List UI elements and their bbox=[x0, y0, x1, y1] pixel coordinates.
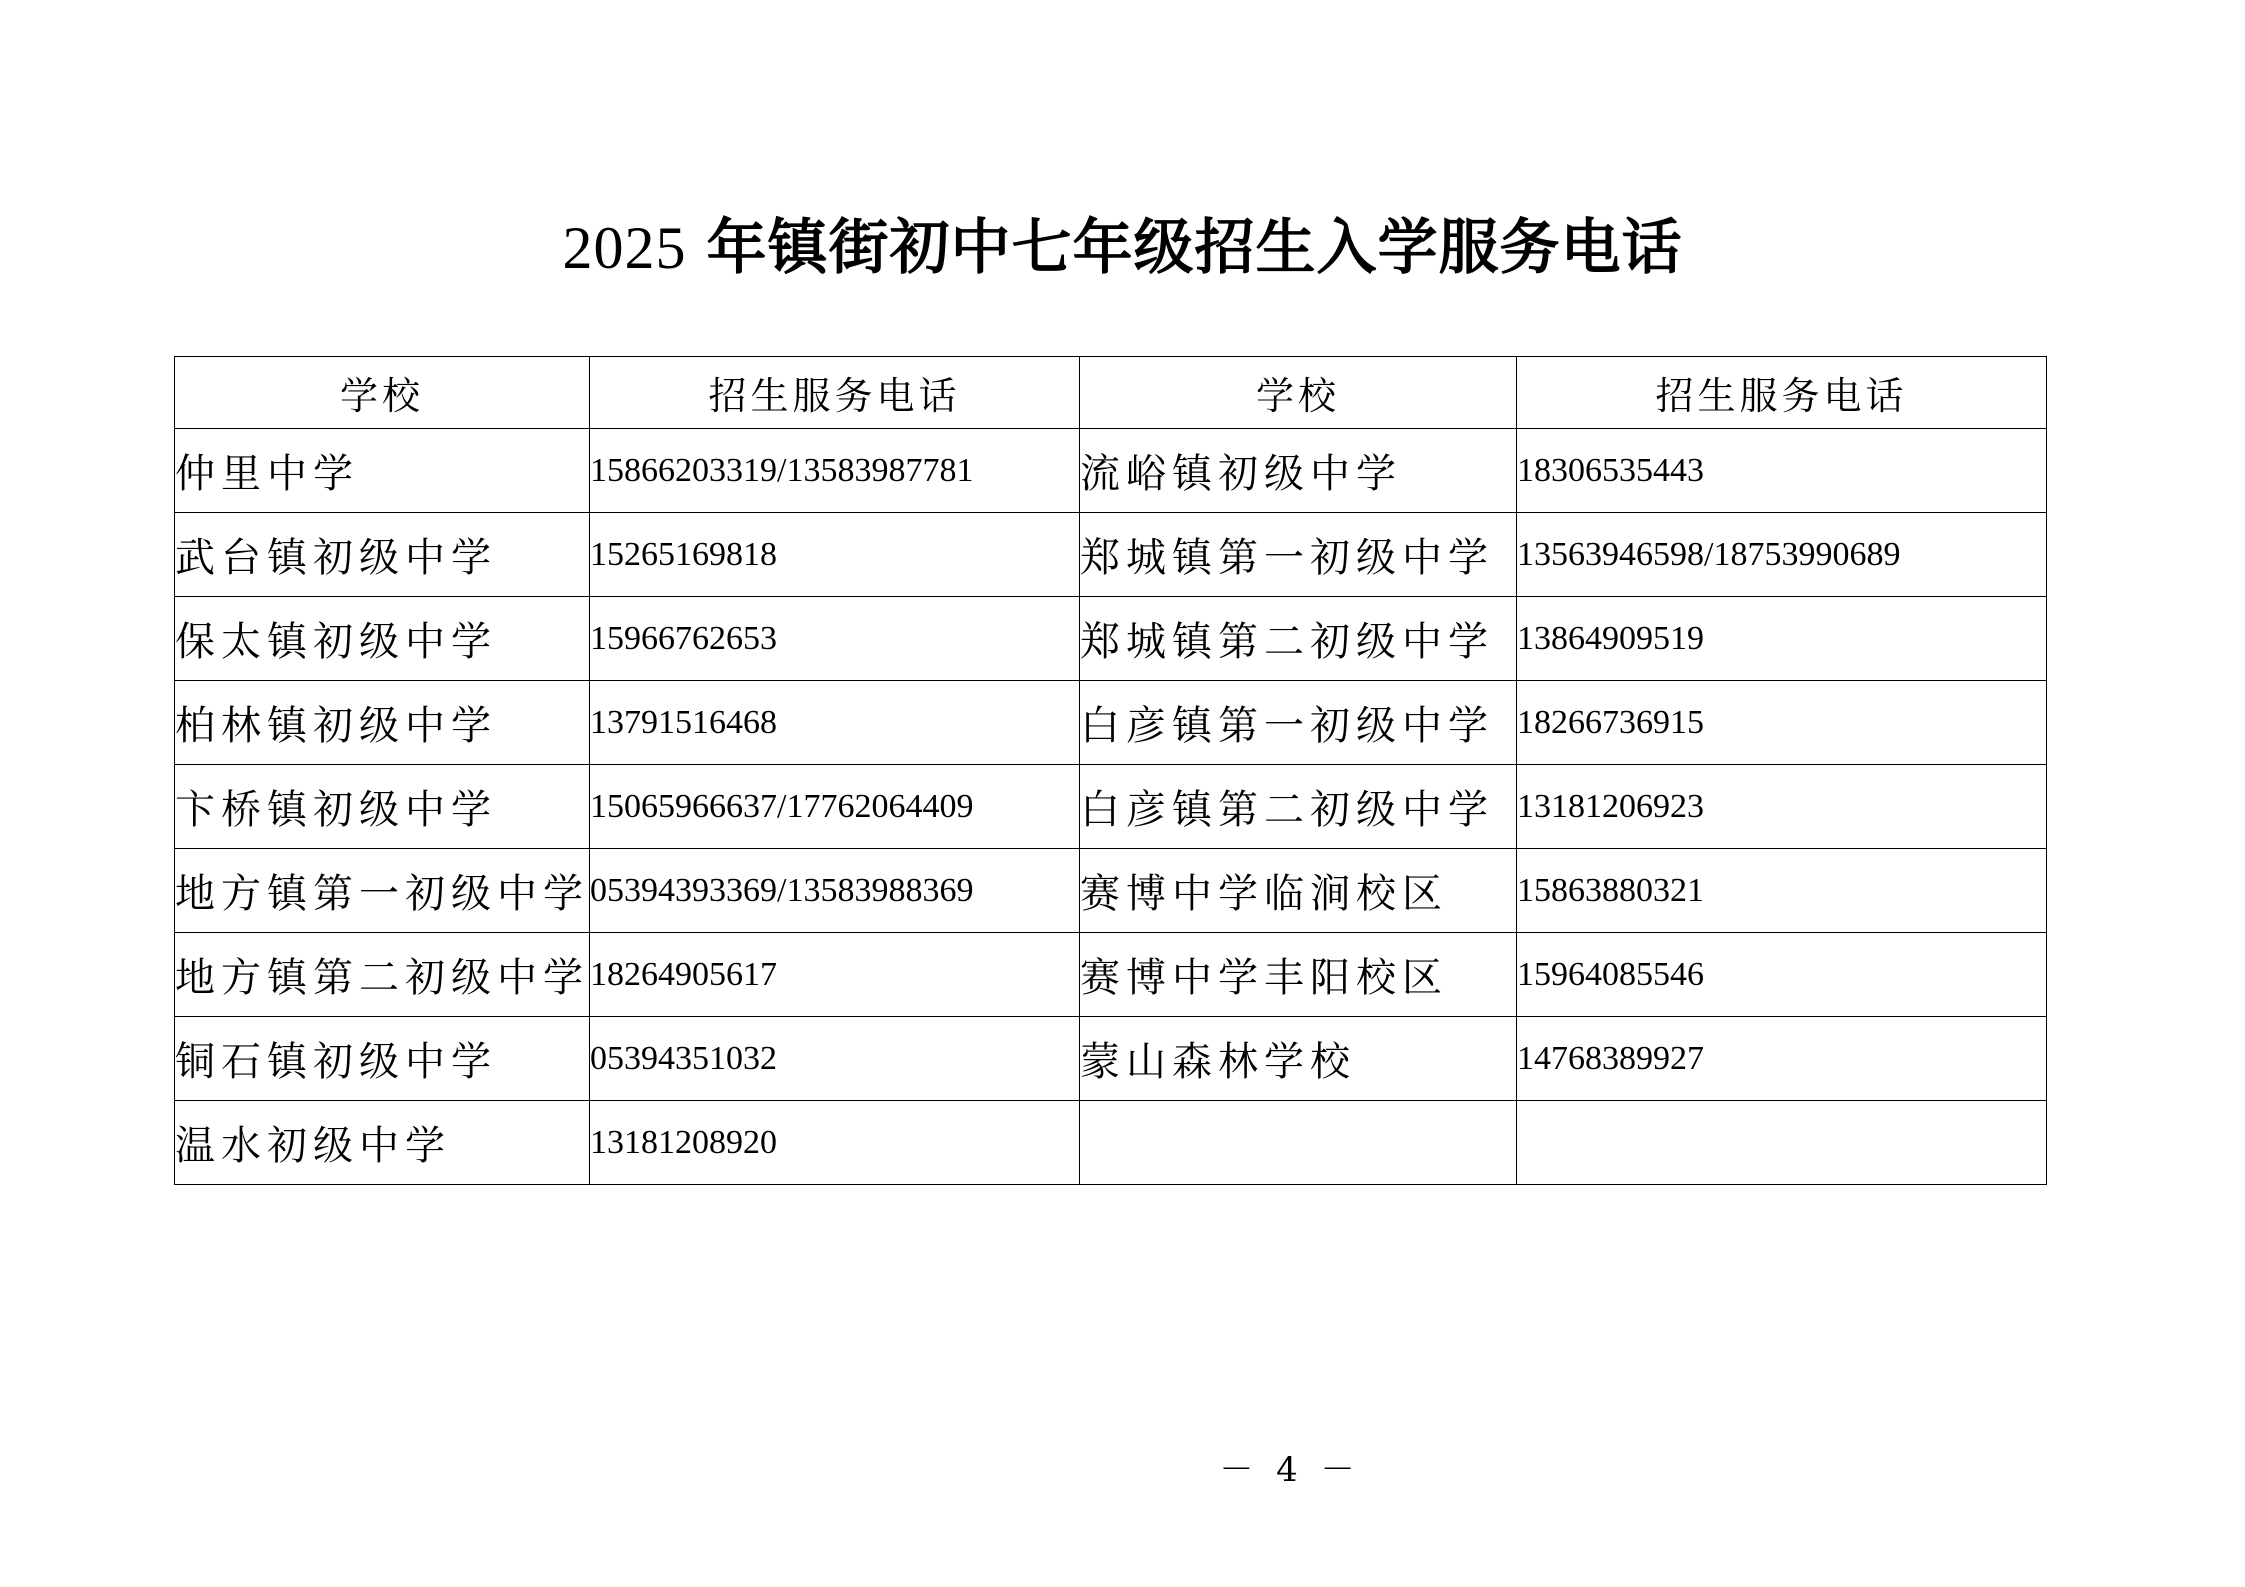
header-school-left: 学校 bbox=[175, 357, 590, 429]
school-name: 柏林镇初级中学 bbox=[175, 681, 590, 765]
table-row bbox=[175, 597, 2047, 681]
page-title bbox=[0, 208, 2245, 288]
phone-number: 15966762653 bbox=[590, 597, 1080, 681]
page-number: － 4 － bbox=[1219, 1450, 1361, 1490]
phone-number: 15866203319/13583987781 bbox=[590, 429, 1080, 513]
table-row bbox=[175, 765, 2047, 849]
phone-number: 05394393369/13583988369 bbox=[590, 849, 1080, 933]
table-header-row bbox=[175, 357, 2047, 429]
school-name: 卞桥镇初级中学 bbox=[175, 765, 590, 849]
phone-number: 15065966637/17762064409 bbox=[590, 765, 1080, 849]
header-school-right: 学校 bbox=[1080, 357, 1517, 429]
table-row bbox=[175, 513, 2047, 597]
table-row bbox=[175, 681, 2047, 765]
phone-number: 15964085546 bbox=[1517, 933, 2047, 1017]
school-name: 蒙山森林学校 bbox=[1080, 1017, 1517, 1101]
phone-number: 15863880321 bbox=[1517, 849, 2047, 933]
school-name: 白彦镇第一初级中学 bbox=[1080, 681, 1517, 765]
phone-number: 18306535443 bbox=[1517, 429, 2047, 513]
phone-number: 05394351032 bbox=[590, 1017, 1080, 1101]
table-row bbox=[175, 1101, 2047, 1185]
school-name: 温水初级中学 bbox=[175, 1101, 590, 1185]
title-year: 2025 bbox=[562, 215, 687, 281]
phone-number: 13791516468 bbox=[590, 681, 1080, 765]
school-name: 保太镇初级中学 bbox=[175, 597, 590, 681]
school-name: 仲里中学 bbox=[175, 429, 590, 513]
phone-number: 13864909519 bbox=[1517, 597, 2047, 681]
phone-number: 18266736915 bbox=[1517, 681, 2047, 765]
school-name: 郑城镇第一初级中学 bbox=[1080, 513, 1517, 597]
school-name: 地方镇第二初级中学 bbox=[175, 933, 590, 1017]
table-row bbox=[175, 429, 2047, 513]
school-name: 白彦镇第二初级中学 bbox=[1080, 765, 1517, 849]
phone-number: 13563946598/18753990689 bbox=[1517, 513, 2047, 597]
phone-number-empty bbox=[1517, 1101, 2047, 1185]
phone-number: 14768389927 bbox=[1517, 1017, 2047, 1101]
school-name: 郑城镇第二初级中学 bbox=[1080, 597, 1517, 681]
school-name-empty bbox=[1080, 1101, 1517, 1185]
header-phone-right: 招生服务电话 bbox=[1517, 357, 2047, 429]
table-row bbox=[175, 933, 2047, 1017]
school-name: 赛博中学丰阳校区 bbox=[1080, 933, 1517, 1017]
phone-number: 15265169818 bbox=[590, 513, 1080, 597]
school-name: 铜石镇初级中学 bbox=[175, 1017, 590, 1101]
school-name: 武台镇初级中学 bbox=[175, 513, 590, 597]
school-name: 赛博中学临涧校区 bbox=[1080, 849, 1517, 933]
header-phone-left: 招生服务电话 bbox=[590, 357, 1080, 429]
phone-number: 13181206923 bbox=[1517, 765, 2047, 849]
school-name: 地方镇第一初级中学 bbox=[175, 849, 590, 933]
table-row bbox=[175, 849, 2047, 933]
title-text: 年镇街初中七年级招生入学服务电话 bbox=[706, 213, 1683, 283]
phone-number: 18264905617 bbox=[590, 933, 1080, 1017]
phone-number: 13181208920 bbox=[590, 1101, 1080, 1185]
school-name: 流峪镇初级中学 bbox=[1080, 429, 1517, 513]
enrollment-phone-table bbox=[174, 356, 2047, 1185]
table-row bbox=[175, 1017, 2047, 1101]
